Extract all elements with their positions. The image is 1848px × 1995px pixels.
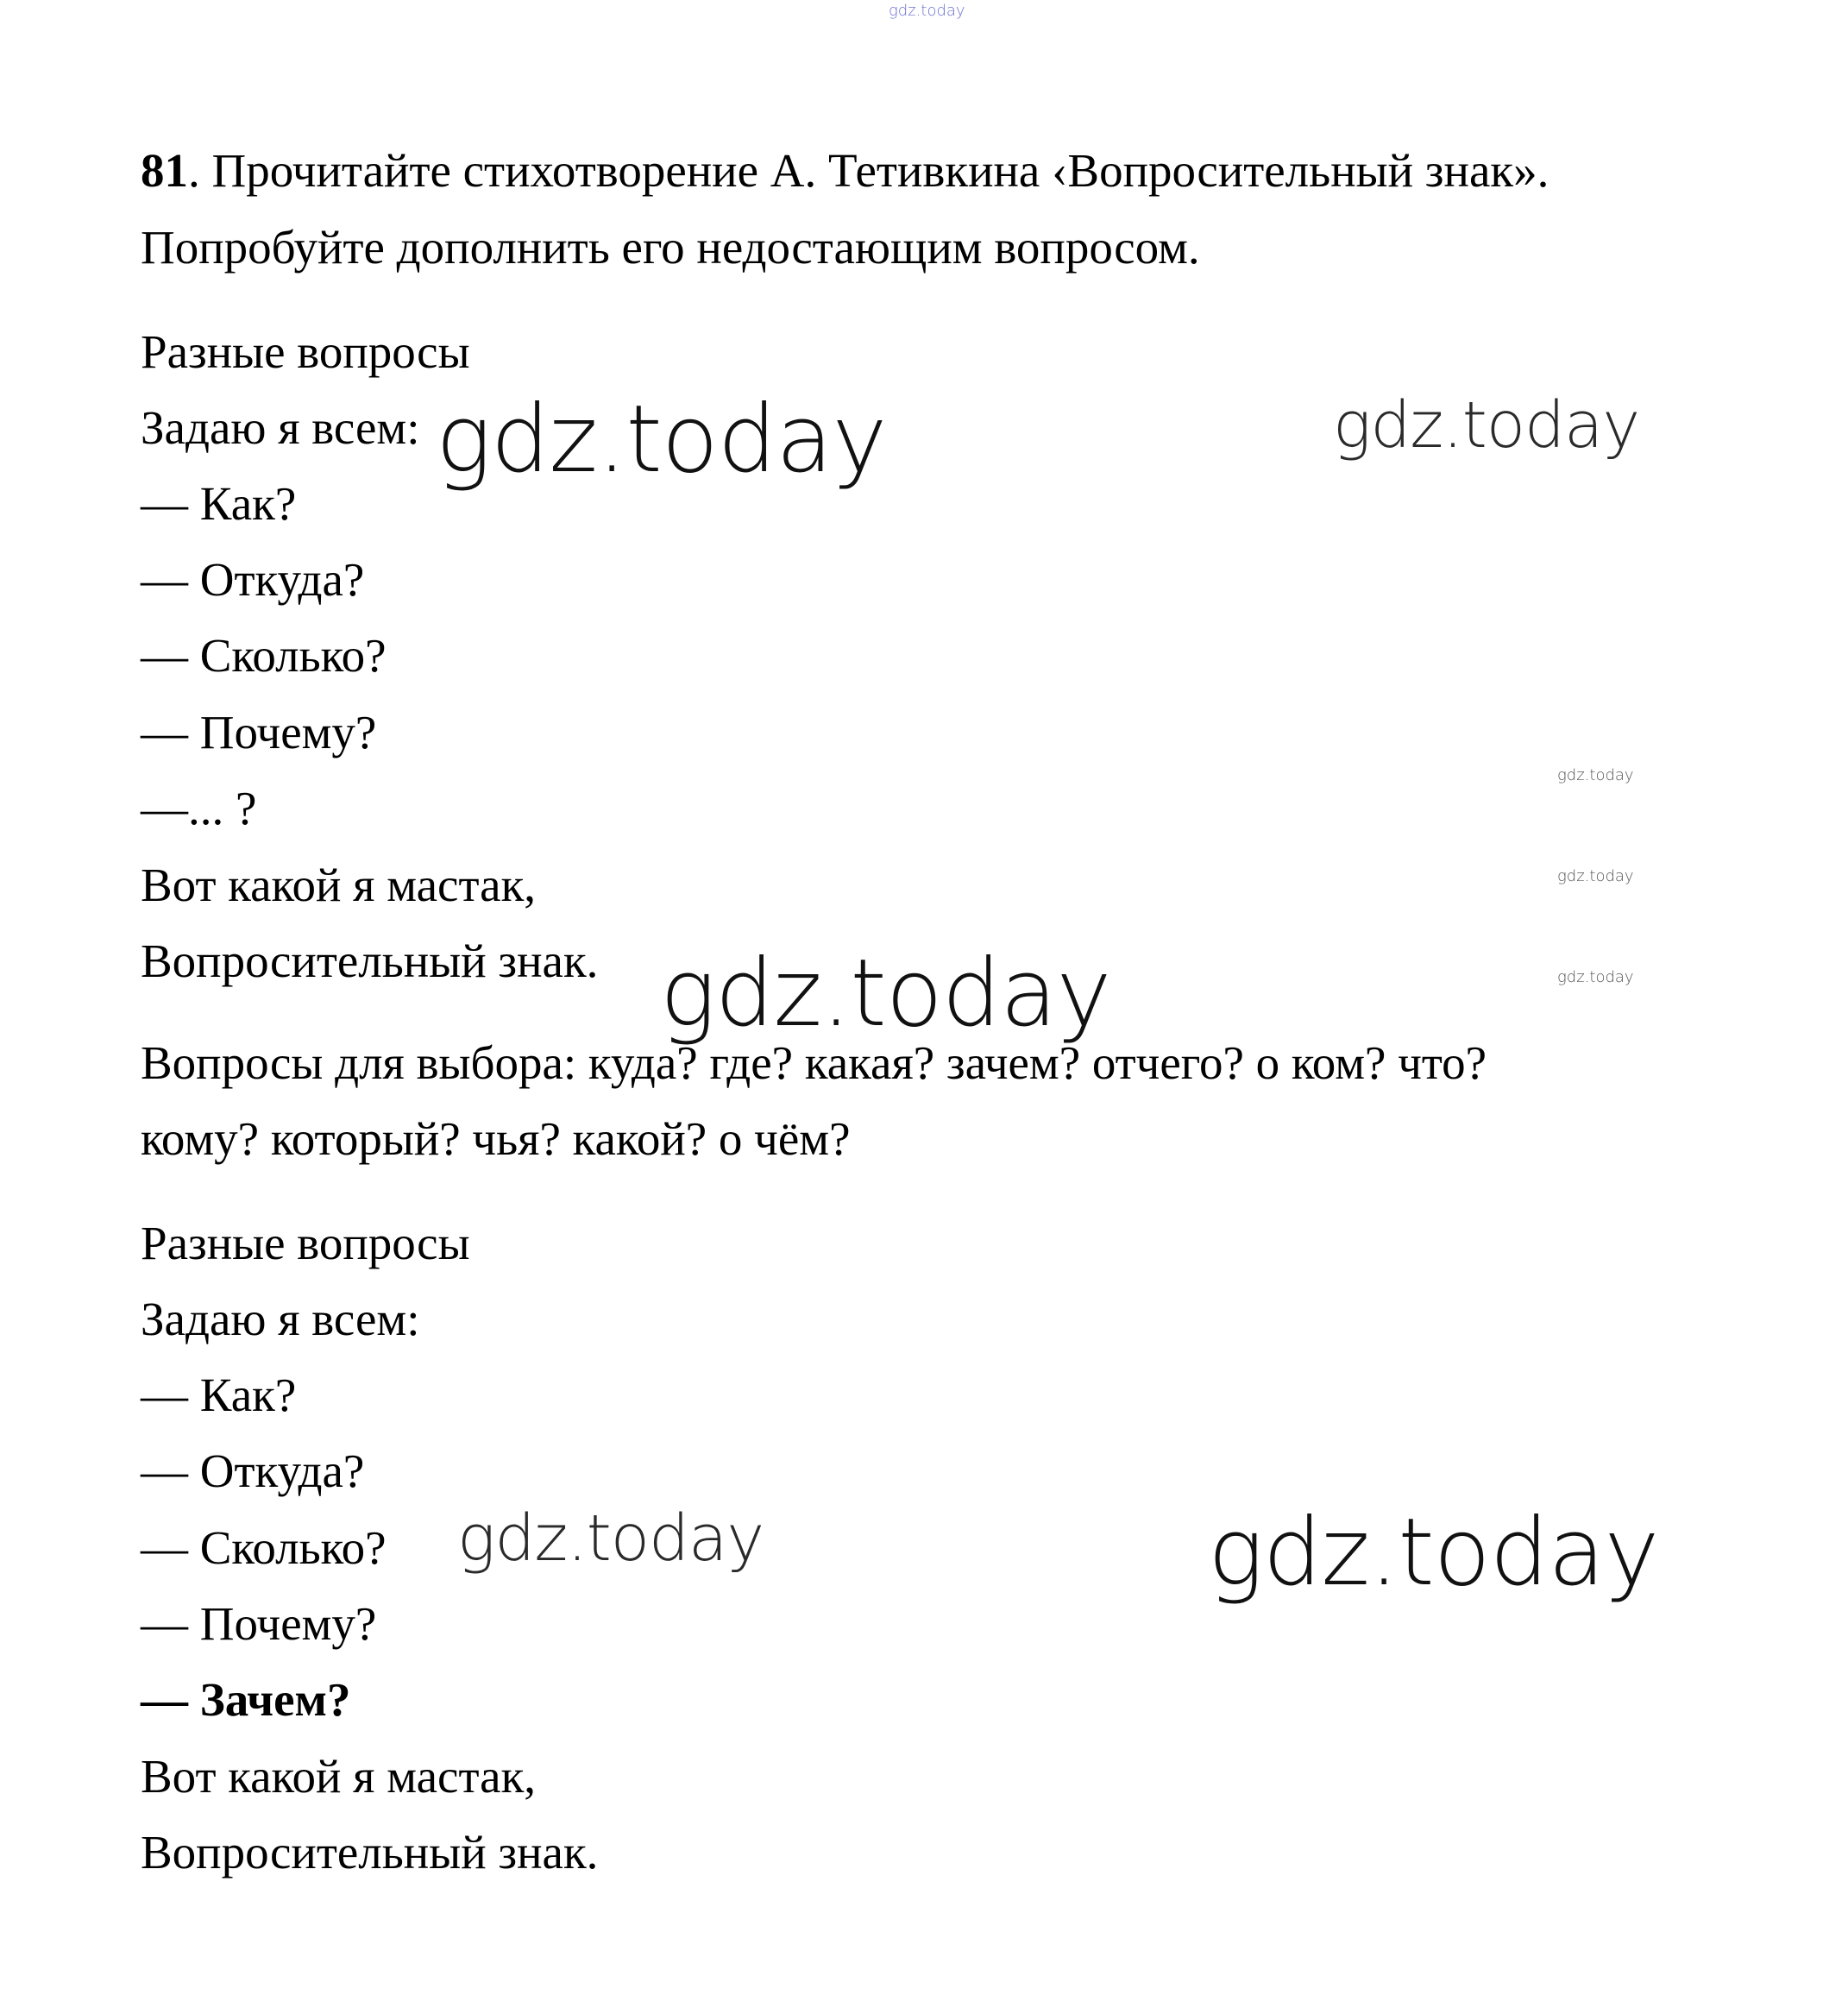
choices-line-2: кому? который? чья? какой? о чём? <box>141 1112 851 1165</box>
answer-line-4: — Откуда? <box>141 1444 365 1497</box>
answer-line-7: — Зачем? <box>141 1673 351 1726</box>
poem-line-9: Вопросительный знак. <box>141 935 599 987</box>
poem-line-7: —... ? <box>141 782 257 834</box>
poem-line-2: Задаю я всем: <box>141 401 420 454</box>
watermark-3: gdz.today <box>1557 766 1634 784</box>
answer-line-9: Вопросительный знак. <box>141 1826 599 1879</box>
answer-line-1: Разные вопросы <box>141 1217 470 1269</box>
watermark-top: gdz.today <box>889 2 965 20</box>
poem-line-5: — Сколько? <box>141 629 387 682</box>
watermark-4: gdz.today <box>1557 867 1634 885</box>
exercise-number: 81 <box>141 144 188 197</box>
watermark-7: gdz.today <box>457 1501 764 1576</box>
watermark-8: gdz.today <box>1208 1499 1659 1607</box>
answer-line-5: — Сколько? <box>141 1521 387 1574</box>
poem-line-6: — Почему? <box>141 706 377 758</box>
poem-line-1: Разные вопросы <box>141 325 470 378</box>
poem-line-3: — Как? <box>141 477 297 530</box>
choices-line-1: Вопросы для выбора: куда? где? какая? зачем? отчего? о ком? что? <box>141 1036 1487 1089</box>
exercise-instruction <box>141 143 1549 198</box>
watermark-1: gdz.today <box>436 386 887 494</box>
answer-line-8: Вот какой я мастак, <box>141 1750 537 1803</box>
answer-line-3: — Как? <box>141 1369 297 1421</box>
exercise-instruction-line1: . Прочитайте стихотворение А. Тетивкина ‹Вопросительный знак». <box>188 144 1549 197</box>
poem-line-8: Вот какой я мастак, <box>141 859 537 911</box>
answer-line-2: Задаю я всем: <box>141 1293 420 1345</box>
poem-line-4: — Откуда? <box>141 553 365 606</box>
watermark-5: gdz.today <box>1557 968 1634 986</box>
exercise-instruction-line2: Попробуйте дополнить его недостающим вопросом. <box>141 221 1200 274</box>
watermark-6: gdz.today <box>660 940 1111 1048</box>
answer-line-6: — Почему? <box>141 1597 377 1650</box>
watermark-2: gdz.today <box>1333 388 1640 463</box>
